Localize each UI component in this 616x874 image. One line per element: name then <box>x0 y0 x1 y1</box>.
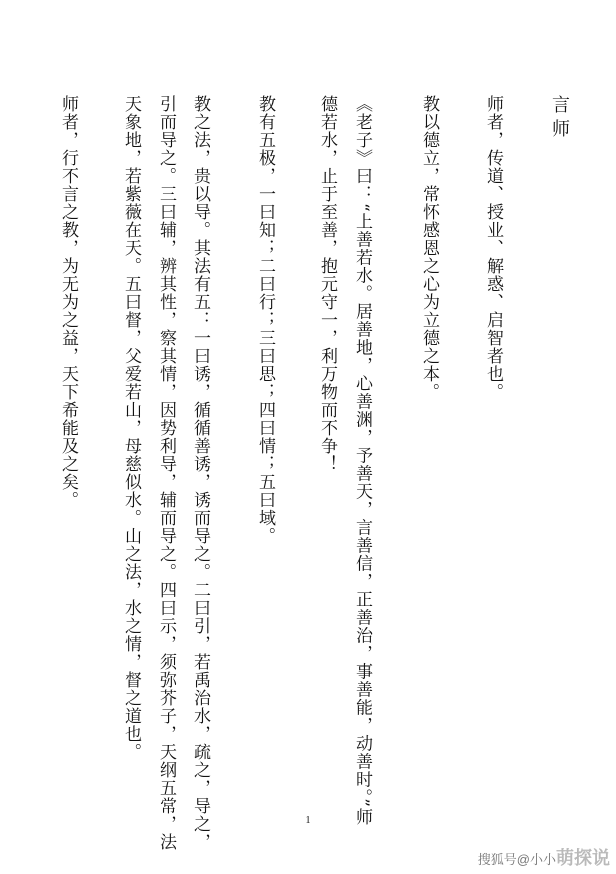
text-column-7: 引而导之。三曰辅，辨其性，察其情，因势利导，辅而导之。四曰示，须弥芥子，天纲五常，法 <box>156 95 176 851</box>
page-title: 言师 <box>549 95 570 143</box>
text-column-8: 天象地，若紫薇在天。五曰督，父爱若山，母慈似水。山之法，水之情，督之道也。 <box>121 95 141 761</box>
text-column-2: 教以德立，常怀感恩之心为立德之本。 <box>419 95 439 401</box>
text-column-9: 师者，行不言之教，为无为之益，天下希能及之矣。 <box>58 95 78 509</box>
text-column-1: 师者，传道、授业、解惑、启智者也。 <box>483 95 503 401</box>
text-column-6: 教之法，贵以导。其法有五：一曰诱，循循善诱，诱而导之。二曰引，若禹治水，疏之，导之， <box>190 95 210 851</box>
watermark-logo: 萌探说 <box>556 848 610 868</box>
text-column-3: 《老子》曰：“上善若水。居善地，心善渊，予善天，言善信，正善治，事善能，动善时。”师 <box>352 95 372 826</box>
text-column-4: 德若水，止于至善，抱元守一，利万物而不争！ <box>317 95 337 473</box>
watermark-prefix: 搜狐号@小小 <box>477 852 556 867</box>
page-number: 1 <box>305 815 311 826</box>
text-column-5: 教有五极，一曰知；二曰行；三曰思；四曰情；五曰域。 <box>255 95 275 545</box>
watermark <box>478 844 610 870</box>
